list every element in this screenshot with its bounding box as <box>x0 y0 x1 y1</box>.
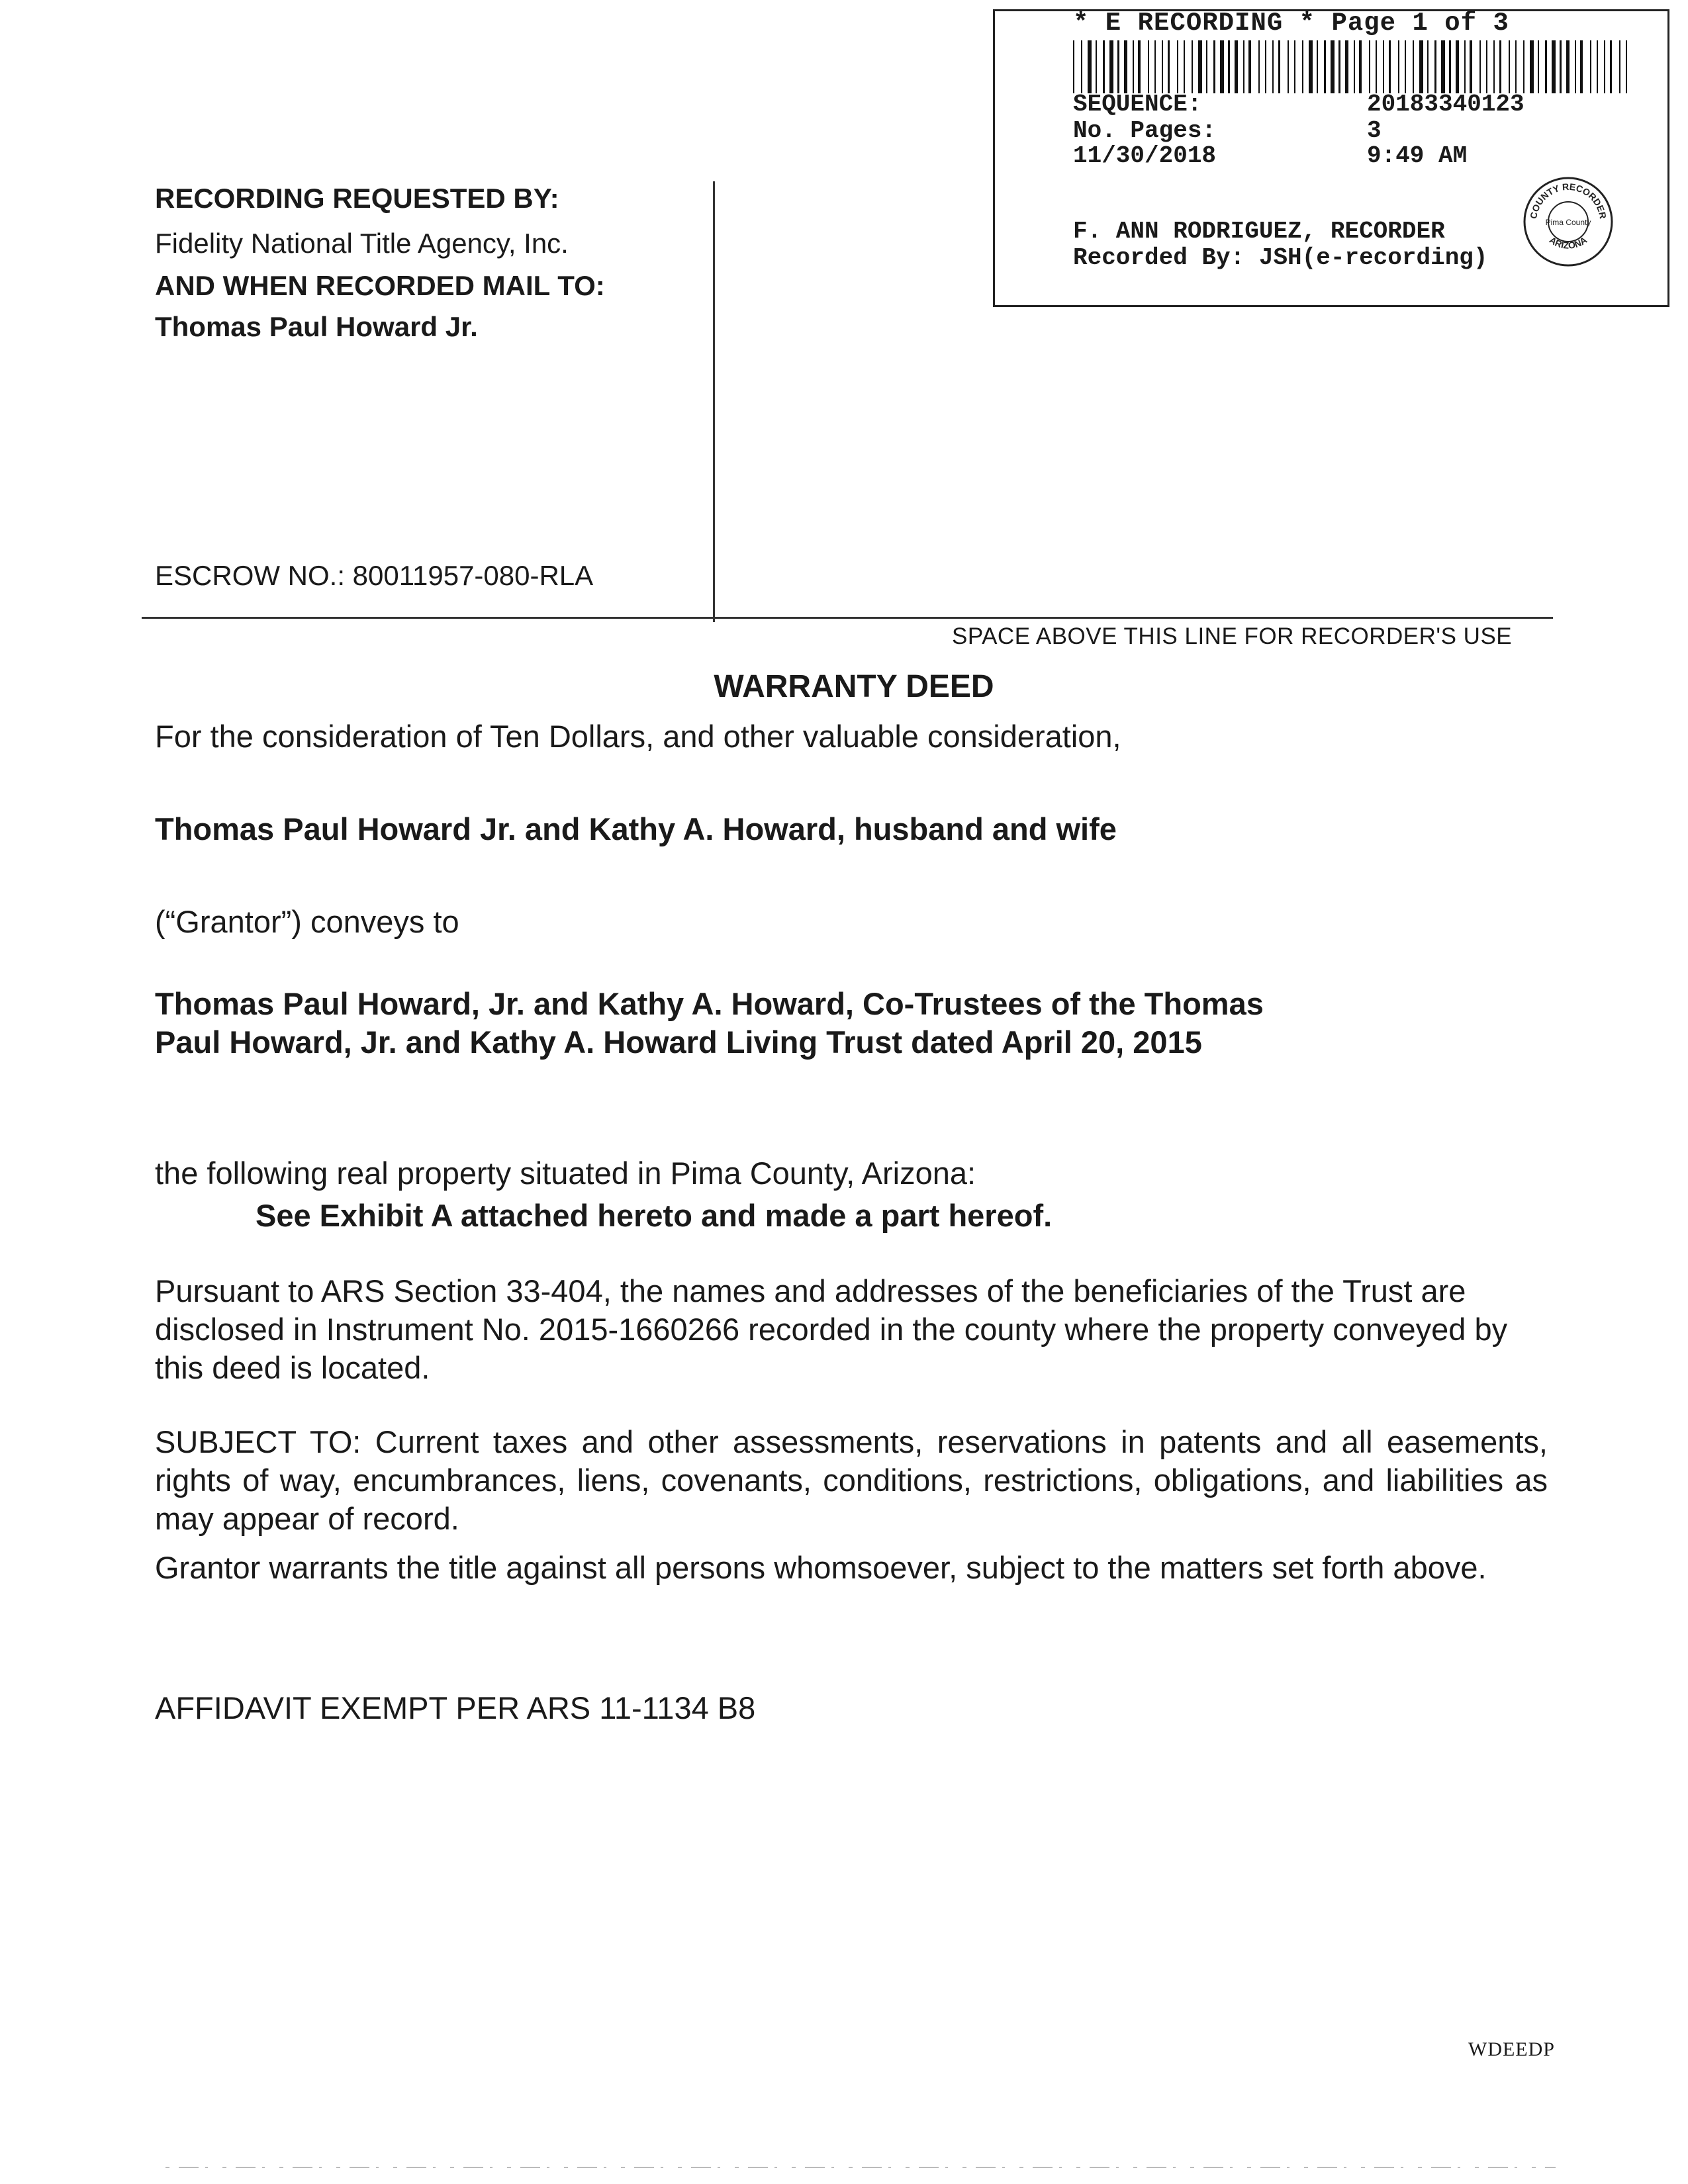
barcode-bar <box>1413 40 1414 93</box>
barcode-bar <box>1258 40 1260 93</box>
barcode-bar <box>1243 40 1244 93</box>
mail-to-label: AND WHEN RECORDED MAIL TO: <box>155 270 605 301</box>
recorder-stamp <box>993 9 1669 307</box>
barcode-bar <box>1434 40 1436 93</box>
scan-artifact-line <box>165 2165 1556 2169</box>
barcode-bar <box>1523 40 1524 93</box>
barcode-bar <box>1530 40 1534 93</box>
barcode-bar <box>1560 40 1562 93</box>
recording-time: 9:49 AM <box>1367 142 1468 169</box>
barcode-bar <box>1626 40 1627 93</box>
barcode-bar <box>1398 40 1399 93</box>
barcode-bar <box>1580 40 1583 93</box>
barcode-bar <box>1493 40 1495 93</box>
grantee-line-2: Paul Howard, Jr. and Kathy A. Howard Living Trust dated April 20, 2015 <box>155 1024 1202 1060</box>
barcode-bar <box>1369 40 1370 93</box>
barcode-bar <box>1441 40 1445 93</box>
barcode-bar <box>1184 40 1185 93</box>
barcode-bar <box>1509 40 1510 93</box>
barcode-bar <box>1294 40 1295 93</box>
county-recorder-seal <box>1522 175 1615 268</box>
subject-to-clause: SUBJECT TO: Current taxes and other assessments, reservations in patents and all easements, rights of way, encumbrances, liens, covenants, conditions, restrictions, obligations, and liabilities as may appear of record. <box>155 1424 1548 1536</box>
recorder-name: F. ANN RODRIGUEZ, RECORDER <box>1073 218 1445 245</box>
barcode-bar <box>1168 40 1170 93</box>
document-title: WARRANTY DEED <box>714 669 994 704</box>
barcode <box>1073 40 1633 93</box>
form-code: WDEEDP <box>1468 2038 1555 2060</box>
requested-by: Fidelity National Title Agency, Inc. <box>155 228 569 259</box>
barcode-bar <box>1456 40 1459 93</box>
barcode-bar <box>1597 40 1598 93</box>
barcode-bar <box>1389 40 1391 93</box>
escrow-number: ESCROW NO.: 80011957-080-RLA <box>155 560 594 591</box>
barcode-bar <box>1338 40 1340 93</box>
property-intro: the following real property situated in Pima County, Arizona: <box>155 1156 976 1191</box>
barcode-bar <box>1206 40 1207 93</box>
barcode-bar <box>1088 40 1092 93</box>
barcode-bar <box>1479 40 1481 93</box>
pages-label: No. Pages: <box>1073 117 1217 144</box>
barcode-bar <box>1354 40 1355 93</box>
warranty-clause: Grantor warrants the title against all persons whomsoever, subject to the matters set forth above. <box>155 1550 1487 1585</box>
barcode-bar <box>1545 40 1547 93</box>
barcode-bar <box>1376 40 1377 93</box>
barcode-bar <box>1272 40 1274 93</box>
barcode-bar <box>1148 40 1149 93</box>
barcode-bar <box>1177 40 1178 93</box>
space-above-note: SPACE ABOVE THIS LINE FOR RECORDER'S USE <box>952 623 1513 649</box>
barcode-bar <box>1538 40 1539 93</box>
seal-center-text: Pima County <box>1545 218 1591 227</box>
barcode-bar <box>1154 40 1156 93</box>
barcode-bar <box>1302 40 1303 93</box>
consideration-text: For the consideration of Ten Dollars, and other valuable consideration, <box>155 719 1121 754</box>
barcode-bar <box>1486 40 1487 93</box>
barcode-bar <box>1324 40 1326 93</box>
barcode-bar <box>1383 40 1384 93</box>
barcode-bar <box>1515 40 1517 93</box>
barcode-bar <box>1117 40 1119 93</box>
barcode-bar <box>1566 40 1570 93</box>
conveys-text: (“Grantor”) conveys to <box>155 904 459 939</box>
barcode-bar <box>1103 40 1105 93</box>
pages-value: 3 <box>1367 117 1382 144</box>
barcode-bar <box>1359 40 1362 93</box>
barcode-bar <box>1235 40 1238 93</box>
barcode-bar <box>1449 40 1451 93</box>
barcode-bar <box>1619 40 1620 93</box>
barcode-bar <box>1499 40 1501 93</box>
barcode-bar <box>1133 40 1134 93</box>
barcode-bar <box>1288 40 1289 93</box>
barcode-bar <box>1248 40 1251 93</box>
barcode-bar <box>1590 40 1591 93</box>
recording-date: 11/30/2018 <box>1073 142 1217 169</box>
barcode-bar <box>1604 40 1605 93</box>
barcode-bar <box>1427 40 1429 93</box>
barcode-bar <box>1081 40 1082 93</box>
exhibit-reference: See Exhibit A attached hereto and made a part hereof. <box>256 1198 1053 1233</box>
barcode-bar <box>1265 40 1266 93</box>
barcode-bar <box>1228 40 1230 93</box>
barcode-bar <box>1278 40 1280 93</box>
recorder-space-divider <box>142 617 1553 619</box>
barcode-bar <box>1162 40 1163 93</box>
barcode-bar <box>1138 40 1141 93</box>
barcode-bar <box>1096 40 1097 93</box>
barcode-bar <box>1309 40 1313 93</box>
header-vertical-divider <box>713 181 715 622</box>
sequence-value: 20183340123 <box>1367 91 1524 118</box>
seal-top-text: COUNTY RECORDER <box>1528 181 1609 220</box>
stamp-header: * E RECORDING * Page 1 of 3 <box>1073 9 1509 38</box>
barcode-bar <box>1610 40 1612 93</box>
ars-disclosure: Pursuant to ARS Section 33-404, the names and addresses of the beneficiaries of the Trust are disclosed in Instrument No. 2015-1660266 recorded in the county where the property conveyed by this deed is located. <box>155 1273 1508 1385</box>
barcode-bar <box>1124 40 1127 93</box>
barcode-bar <box>1192 40 1193 93</box>
grantee-line-1: Thomas Paul Howard, Jr. and Kathy A. Howard, Co-Trustees of the Thomas <box>155 986 1264 1021</box>
requested-by-label: RECORDING REQUESTED BY: <box>155 183 559 214</box>
seal-bottom-text: ARIZONA <box>1547 234 1589 251</box>
barcode-bar <box>1317 40 1318 93</box>
barcode-bar <box>1552 40 1556 93</box>
barcode-bar <box>1419 40 1423 93</box>
grantor-names: Thomas Paul Howard Jr. and Kathy A. Howard, husband and wife <box>155 811 1117 846</box>
barcode-bar <box>1109 40 1113 93</box>
mail-to: Thomas Paul Howard Jr. <box>155 311 478 342</box>
barcode-bar <box>1213 40 1215 93</box>
barcode-bar <box>1220 40 1224 93</box>
barcode-bar <box>1345 40 1348 93</box>
sequence-label: SEQUENCE: <box>1073 91 1202 118</box>
barcode-bar <box>1405 40 1406 93</box>
barcode-bar <box>1575 40 1576 93</box>
affidavit-exempt: AFFIDAVIT EXEMPT PER ARS 11-1134 B8 <box>155 1690 756 1725</box>
barcode-bar <box>1198 40 1202 93</box>
recorded-by: Recorded By: JSH(e-recording) <box>1073 244 1488 271</box>
barcode-bar <box>1073 40 1074 93</box>
barcode-bar <box>1470 40 1472 93</box>
barcode-bar <box>1464 40 1466 93</box>
barcode-bar <box>1331 40 1335 93</box>
